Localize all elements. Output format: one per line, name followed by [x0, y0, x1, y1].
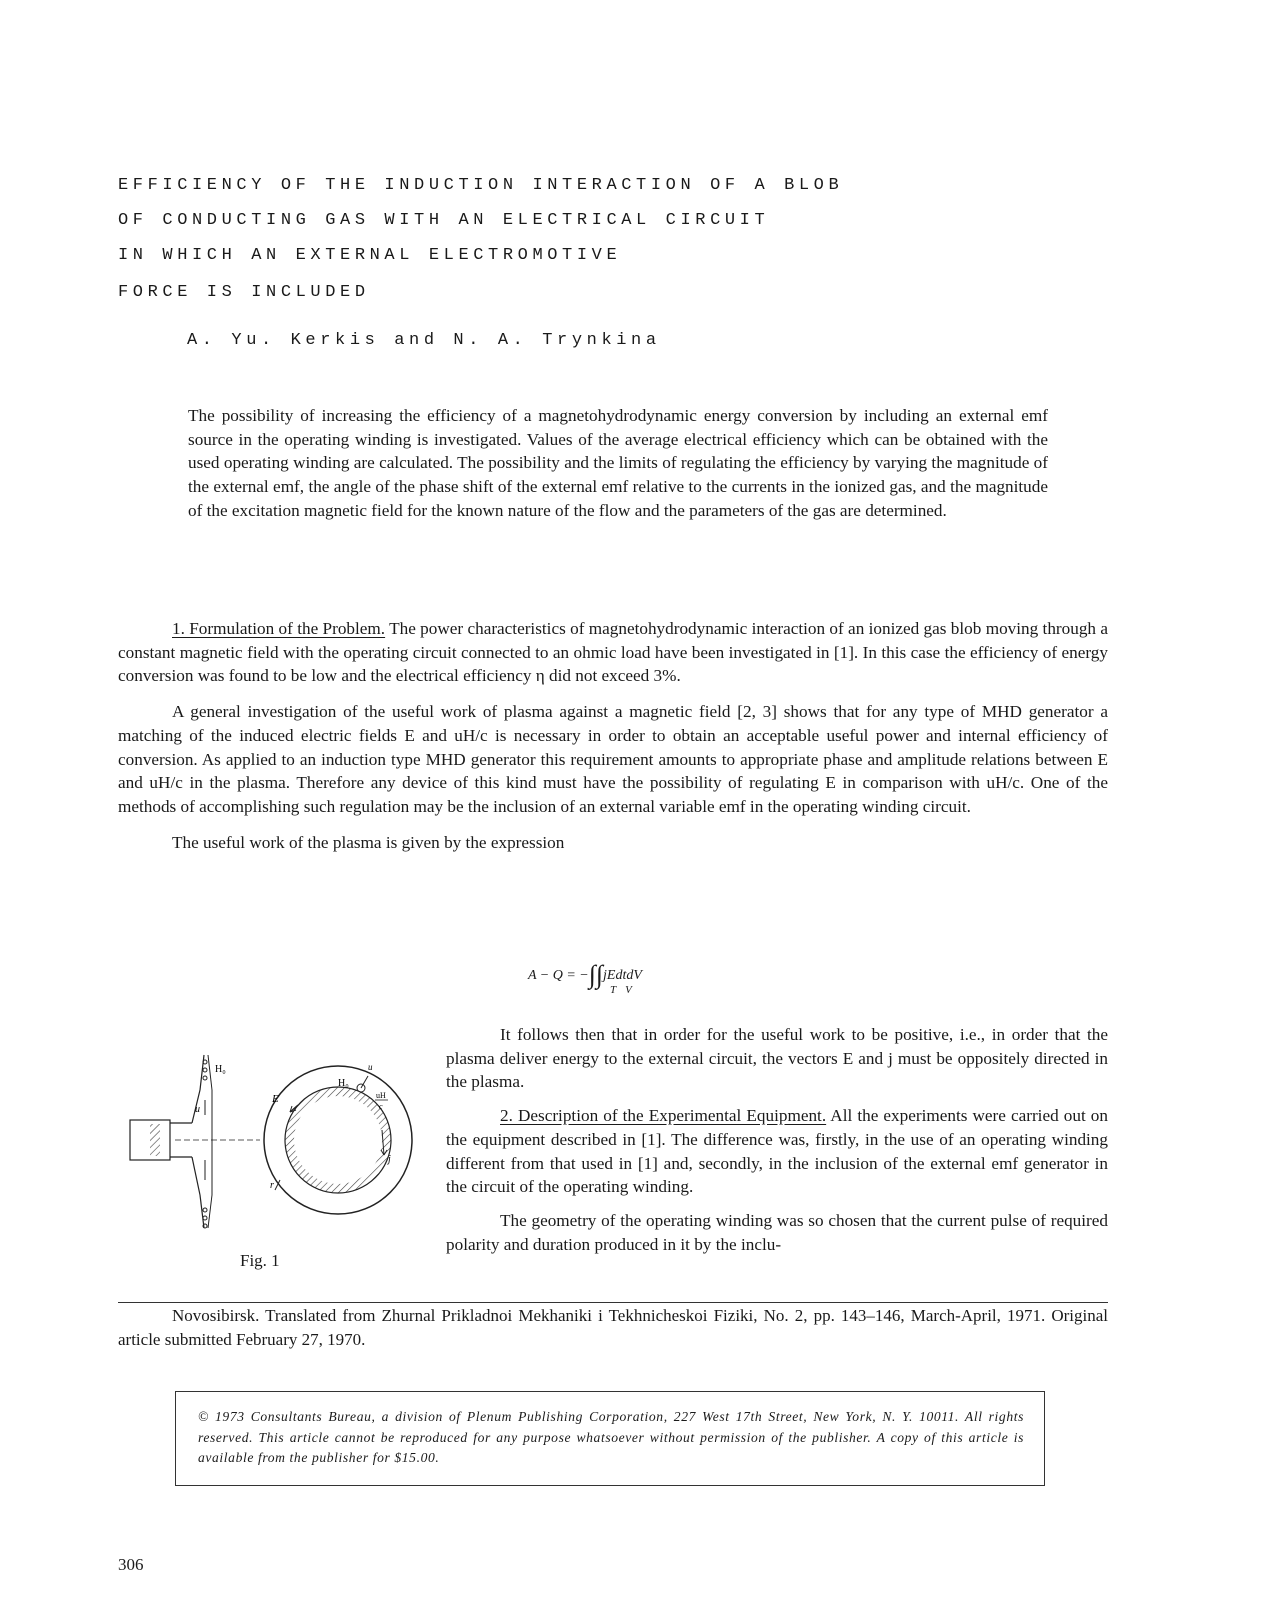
useful-work-paragraph: It follows then that in order for the useful work to be positive, i.e., in order that the plasma deliver energy to the external circuit, the vectors E and j must be oppositely directed in the plasma.: [446, 1025, 1108, 1092]
section-1-paragraph-1: [118, 617, 1108, 688]
formula-limits: TV: [610, 984, 641, 996]
title-line-4: FORCE IS INCLUDED: [118, 283, 370, 302]
section-1-paragraph-3: The useful work of the plasma is given by the expression: [172, 832, 565, 852]
title-line-1: EFFICIENCY OF THE INDUCTION INTERACTION OF A BLOB: [118, 176, 844, 195]
uh-label: uH: [376, 1091, 386, 1100]
footnote-rule: [118, 1302, 1108, 1303]
double-integral-sign: ∫∫: [588, 960, 604, 989]
right-column-text: [446, 1023, 1108, 1256]
r-label: r: [270, 1180, 274, 1191]
figure-caption: Fig. 1: [240, 1251, 280, 1270]
section-2-heading: 2. Description of the Experimental Equipment.: [500, 1106, 827, 1126]
authors: A. Yu. Kerkis and N. A. Trynkina: [187, 331, 661, 350]
section-2-text-1: All the experiments were carried out on the equipment described in [1]. The difference was, firstly, in the use of an operating winding different from that used in [1] and, secondly, in the inclusion of the external emf generator in the circuit of the operating winding.: [446, 1106, 1108, 1197]
footnote-text: Novosibirsk. Translated from Zhurnal Prikladnoi Mekhaniki i Tekhnicheskoi Fiziki, No. 2, pp. 143–146, March-April, 1971. Original article submitted February 27, 1970.: [118, 1306, 1108, 1349]
e-label: E: [272, 1093, 279, 1105]
copyright-box: [175, 1391, 1045, 1486]
section-1-heading: 1. Formulation of the Problem.: [172, 619, 386, 638]
abstract: The possibility of increasing the efficiency of a magnetohydrodynamic energy conversion by including an external emf source in the operating winding is investigated. Values of the average electrical efficiency which can be obtained with the used operating winding are calculated. The possibility and the limits of regulating the efficiency by varying the magnitude of the external emf, the angle of the phase shift of the external emf relative to the currents in the ionized gas, and the magnitude of the excitation magnetic field for the known nature of the flow and the parameters of the gas are determined.: [188, 406, 1048, 520]
copyright-text: © 1973 Consultants Bureau, a division of Plenum Publishing Corporation, 227 West 17th Street, New York, N. Y. 10011. All rights reserved. This article cannot be reproduced for any purpose whatsoever without permission of the publisher. A copy of this article is available from the publisher for $15.00.: [198, 1409, 1024, 1465]
page-number: 306: [118, 1555, 144, 1574]
c-label: c: [379, 1102, 383, 1111]
j-label: j: [388, 1154, 391, 1165]
section-1-text-1: The power characteristics of magnetohydrodynamic interaction of an ionized gas blob moving through a constant magnetic field with the operating circuit connected to an ohmic load have been investigated in [1]. In this case the efficiency of energy conversion was found to be low and the electrical efficiency η did not exceed 3%.: [118, 619, 1108, 686]
gas-tube: [130, 1055, 260, 1228]
u-left-label: u: [195, 1104, 200, 1115]
section-1: [118, 617, 1108, 854]
footnote: [118, 1304, 1108, 1352]
figure-1-diagram: [120, 1050, 430, 1240]
h0-left-label: H₀: [215, 1064, 226, 1075]
useful-work-formula: [528, 960, 642, 996]
u-top-label: u: [368, 1062, 373, 1072]
title-line-3: IN WHICH AN EXTERNAL ELECTROMOTIVE: [118, 246, 622, 265]
formula-lhs: A − Q = −: [528, 968, 589, 983]
title-line-2: OF CONDUCTING GAS WITH AN ELECTRICAL CIRCUIT: [118, 211, 770, 230]
section-2-paragraph-2: The geometry of the operating winding was so chosen that the current pulse of required polarity and duration produced in it by the inclu-: [446, 1210, 1108, 1254]
section-1-paragraph-2: A general investigation of the useful work of plasma against a magnetic field [2, 3] shows that for any type of MHD generator a matching of the induced electric fields E and uH/c is necessary in order to obtain an acceptable useful power and internal efficiency of conversion. As applied to an induction type MHD generator this requirement amounts to appropriate phase and amplitude relations between E and uH/c in the plasma. Therefore any device of this kind must have the possibility of regulating E in comparison with uH/c. One of the methods of accomplishing such regulation may be the inclusion of an external variable emf in the operating winding circuit.: [118, 702, 1108, 816]
formula-integrand: jEdtdV: [603, 968, 642, 983]
section-2-paragraph-1: [446, 1104, 1108, 1199]
h0-center-label: H₀: [338, 1078, 349, 1089]
